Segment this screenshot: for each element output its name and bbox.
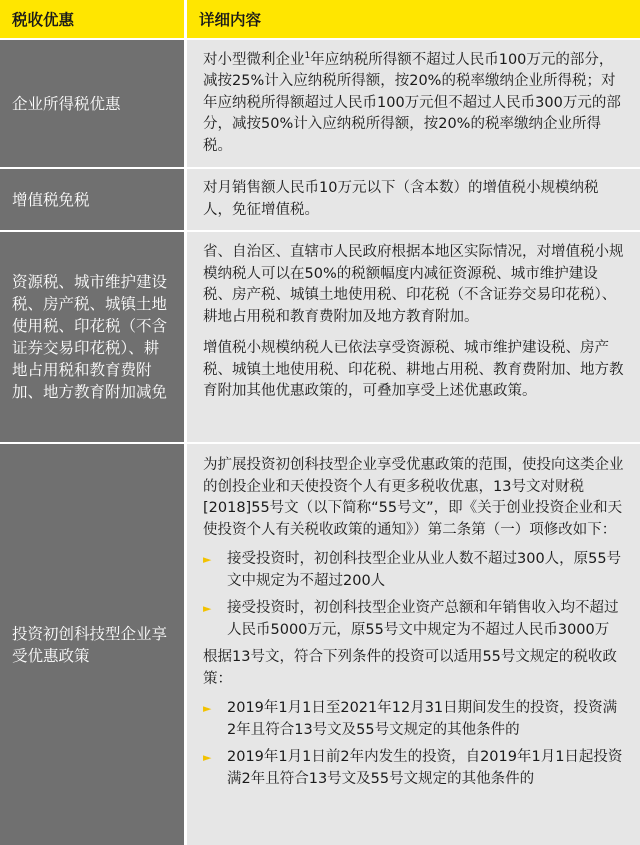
row-label-vat-exemption: 增值税免税 bbox=[0, 167, 187, 230]
list-item bbox=[203, 598, 626, 641]
list-item-text: 接受投资时，初创科技型企业资产总额和年销售收入均不超过人民币5000万元，原55号文中规定为不超过人民币3000万 bbox=[227, 600, 619, 638]
paragraph bbox=[203, 50, 626, 158]
row-content-local-tax-reduction bbox=[187, 230, 640, 442]
row-content-vat-exemption bbox=[187, 167, 640, 230]
paragraph-text: 年应纳税所得额不超过人民币100万元的部分，减按25%计入应纳税所得额，按20%的税率缴纳企业所得税；对年应纳税所得额超过人民币100万元但不超过人民币300万元的部分，减按50%计入应纳税所得额，按20%的税率缴纳企业所得税。 bbox=[203, 51, 621, 154]
row-label-startup-investment: 投资初创科技型企业享受优惠政策 bbox=[0, 442, 187, 845]
bullet-triangle-icon: ► bbox=[203, 553, 212, 566]
paragraph: 为扩展投资初创科技型企业享受优惠政策的范围，使投向这类企业的创投企业和天使投资个人有更多税收优惠，13号文对财税[2018]55号文（以下简称“55号文”，即《关于创业投资企业和天使投资个人有关税收政策的通知》）第二条第（一）项修改如下： bbox=[203, 457, 624, 538]
bullet-triangle-icon: ► bbox=[203, 751, 212, 764]
list-item bbox=[203, 698, 626, 741]
row-content-startup-investment bbox=[187, 442, 640, 845]
header-tax-incentive: 税收优惠 bbox=[0, 0, 187, 38]
footnote-marker: 1 bbox=[304, 50, 311, 61]
paragraph: 对月销售额人民币10万元以下（含本数）的增值税小规模纳税人，免征增值税。 bbox=[203, 180, 599, 218]
row-label-local-tax-reduction: 资源税、城市维护建设税、房产税、城镇土地使用税、印花税（不含证券交易印花税）、耕地占用税和教育费附加、地方教育附加减免 bbox=[0, 230, 187, 442]
paragraph: 省、自治区、直辖市人民政府根据本地区实际情况，对增值税小规模纳税人可以在50%的税额幅度内减征资源税、城市维护建设税、房产税、城镇土地使用税、印花税（不含证券交易印花税）、耕地占用税和教育费附加及地方教育附加。 bbox=[203, 244, 624, 325]
list-item bbox=[203, 747, 626, 790]
list-item-text: 2019年1月1日前2年内发生的投资，自2019年1月1日起投资满2年且符合13号文及55号文规定的其他条件的 bbox=[227, 749, 623, 787]
bullet-triangle-icon: ► bbox=[203, 602, 212, 615]
paragraph: 增值税小规模纳税人已依法享受资源税、城市维护建设税、房产税、城镇土地使用税、印花税、耕地占用税、教育费附加、地方教育附加其他优惠政策的，可叠加享受上述优惠政策。 bbox=[203, 340, 624, 399]
row-label-corporate-income-tax: 企业所得税优惠 bbox=[0, 38, 187, 167]
row-content-corporate-income-tax bbox=[187, 38, 640, 167]
list-item-text: 2019年1月1日至2021年12月31日期间发生的投资，投资满2年且符合13号文及55号文规定的其他条件的 bbox=[227, 700, 618, 738]
list-item-text: 接受投资时，初创科技型企业从业人数不超过300人，原55号文中规定为不超过200人 bbox=[227, 551, 622, 589]
list-item bbox=[203, 549, 626, 592]
paragraph-text: 对小型微利企业 bbox=[203, 51, 305, 68]
header-details: 详细内容 bbox=[187, 0, 640, 38]
paragraph: 根据13号文，符合下列条件的投资可以适用55号文规定的税收政策： bbox=[203, 649, 617, 687]
bullet-triangle-icon: ► bbox=[203, 702, 212, 715]
